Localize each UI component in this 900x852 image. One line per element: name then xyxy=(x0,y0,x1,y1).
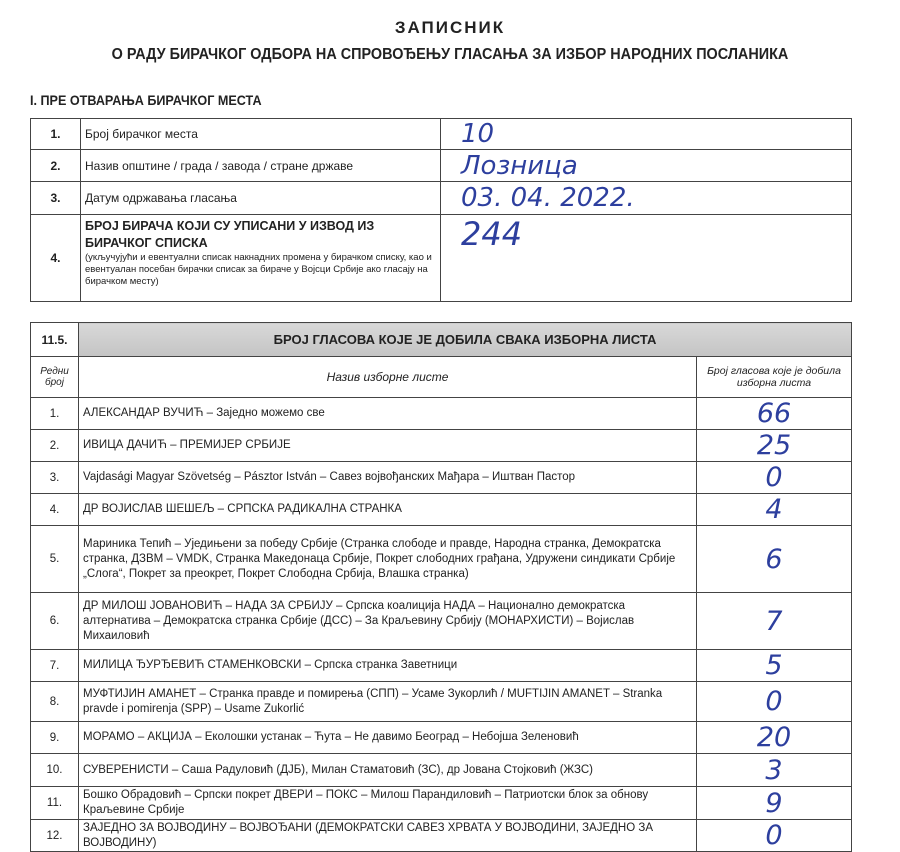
info-value: 03. 04. 2022. xyxy=(441,182,852,215)
list-row xyxy=(31,526,852,593)
list-name: СУВЕРЕНИСТИ – Саша Радуловић (ДЈБ), Милан Стаматовић (ЗС), др Јована Стојковић (ЖЗС) xyxy=(79,754,697,787)
list-row xyxy=(31,722,852,754)
list-num: 11. xyxy=(31,787,79,820)
polling-station-table xyxy=(30,118,852,302)
list-row xyxy=(31,593,852,650)
info-label: Датум одржавања гласања xyxy=(85,191,237,205)
list-votes: 66 xyxy=(697,398,852,430)
list-votes: 25 xyxy=(697,430,852,462)
list-name: МОРАМО – АКЦИЈА – Еколошки устанак – Ћута – Не давимо Београд – Небојша Зеленовић xyxy=(79,722,697,754)
info-row xyxy=(31,182,852,215)
list-num: 5. xyxy=(31,526,79,593)
list-num: 2. xyxy=(31,430,79,462)
list-name: МУФТИЈИН АМАНЕТ – Странка правде и помирења (СПП) – Усаме Зукорлић / MUFTIJIN AMANET – Stranka pravde i pomirenja (SPP) – Usame Zukorlić xyxy=(79,682,697,722)
section-heading: I. ПРЕ ОТВАРАЊА БИРАЧКОГ МЕСТА xyxy=(30,92,262,108)
list-votes: 4 xyxy=(697,494,852,526)
list-votes: 0 xyxy=(697,820,852,852)
col-votes: Број гласова које је добила изборна листа xyxy=(697,357,852,398)
list-row xyxy=(31,682,852,722)
info-label: БРОЈ БИРАЧА КОЈИ СУ УПИСАНИ У ИЗВОД ИЗ БИРАЧКОГ СПИСКА xyxy=(85,219,375,250)
info-row xyxy=(31,119,852,150)
list-num: 1. xyxy=(31,398,79,430)
section-code: 11.5. xyxy=(31,323,79,357)
info-note: (укључујући и евентуални списак накнадних промена у бирачком списку, као и евентуалан посебан бирачки списак за бираче у Војсци Србије ако гласају на бирачком месту) xyxy=(85,252,432,287)
list-row xyxy=(31,787,852,820)
info-value: Лозница xyxy=(441,150,852,182)
info-row xyxy=(31,150,852,182)
info-num: 3. xyxy=(31,182,81,215)
list-num: 9. xyxy=(31,722,79,754)
list-name: МИЛИЦА ЂУРЂЕВИЋ СТАМЕНКОВСКИ – Српска странка Заветници xyxy=(79,650,697,682)
list-num: 8. xyxy=(31,682,79,722)
info-num: 4. xyxy=(31,215,81,302)
list-row xyxy=(31,820,852,852)
info-value: 10 xyxy=(441,119,852,150)
list-num: 12. xyxy=(31,820,79,852)
list-votes: 7 xyxy=(697,593,852,650)
info-num: 1. xyxy=(31,119,81,150)
list-row xyxy=(31,754,852,787)
list-num: 6. xyxy=(31,593,79,650)
column-headers xyxy=(31,357,852,398)
list-row xyxy=(31,494,852,526)
list-name: АЛЕКСАНДАР ВУЧИЋ – Заједно можемо све xyxy=(79,398,697,430)
list-row xyxy=(31,650,852,682)
info-row xyxy=(31,215,852,302)
info-value: 244 xyxy=(441,215,852,302)
list-votes: 6 xyxy=(697,526,852,593)
votes-table-header xyxy=(31,323,852,357)
list-name: Бошко Обрадовић – Српски покрет ДВЕРИ – ПОКС – Милош Парандиловић – Патриотски блок за обнову Краљевине Србије xyxy=(79,787,697,820)
list-num: 7. xyxy=(31,650,79,682)
list-num: 3. xyxy=(31,462,79,494)
list-name: Мариника Тепић – Уједињени за победу Србије (Странка слободе и правде, Народна странка, Демократска странка, ДЗВМ – VMDK, Странка Македонаца Србије, Покрет слободних грађана, Удружени синдикати Србије „Слога“, Покрет за преокрет, Покрет Слободна Србија, Влашка странка) xyxy=(79,526,697,593)
document-title: ЗАПИСНИК xyxy=(394,18,506,37)
info-label: Назив општине / града / завода / стране државе xyxy=(85,158,354,173)
list-votes: 0 xyxy=(697,462,852,494)
list-num: 4. xyxy=(31,494,79,526)
list-name: ДР ВОЈИСЛАВ ШЕШЕЉ – СРПСКА РАДИКАЛНА СТРАНКА xyxy=(79,494,697,526)
list-name: ЗАЈЕДНО ЗА ВОЈВОДИНУ – ВОЈВОЂАНИ (ДЕМОКРАТСКИ САВЕЗ ХРВАТА У ВОЈВОДИНИ, ЗАЈЕДНО ЗА ВОЈВОДИНУ) xyxy=(79,820,697,852)
list-name: ДР МИЛОШ ЈОВАНОВИЋ – НАДА ЗА СРБИЈУ – Српска коалиција НАДА – Национално демократска алтернатива – Демократска странка Србије (ДСС) – За Краљевину Србију (МОНАРХИСТИ) – Војислав Михаиловић xyxy=(79,593,697,650)
info-label: Број бирачког места xyxy=(85,127,198,141)
list-num: 10. xyxy=(31,754,79,787)
document-subtitle: О РАДУ БИРАЧКОГ ОДБОРА НА СПРОВОЂЕЊУ ГЛАСАЊА ЗА ИЗБОР НАРОДНИХ ПОСЛАНИКА xyxy=(111,46,789,63)
list-votes: 20 xyxy=(697,722,852,754)
info-num: 2. xyxy=(31,150,81,182)
list-row xyxy=(31,430,852,462)
list-row xyxy=(31,398,852,430)
list-name: ИВИЦА ДАЧИЋ – ПРЕМИЈЕР СРБИЈЕ xyxy=(79,430,697,462)
list-votes: 0 xyxy=(697,682,852,722)
col-num: Редни број xyxy=(31,357,79,398)
votes-table xyxy=(30,322,852,852)
votes-table-heading: БРОЈ ГЛАСОВА КОЈЕ ЈЕ ДОБИЛА СВАКА ИЗБОРНА ЛИСТА xyxy=(79,323,852,357)
list-votes: 5 xyxy=(697,650,852,682)
list-row xyxy=(31,462,852,494)
list-votes: 3 xyxy=(697,754,852,787)
list-votes: 9 xyxy=(697,787,852,820)
col-name: Назив изборне листе xyxy=(79,357,697,398)
list-name: Vajdasági Magyar Szövetség – Pásztor István – Савез војвођанских Мађара – Иштван Пастор xyxy=(79,462,697,494)
